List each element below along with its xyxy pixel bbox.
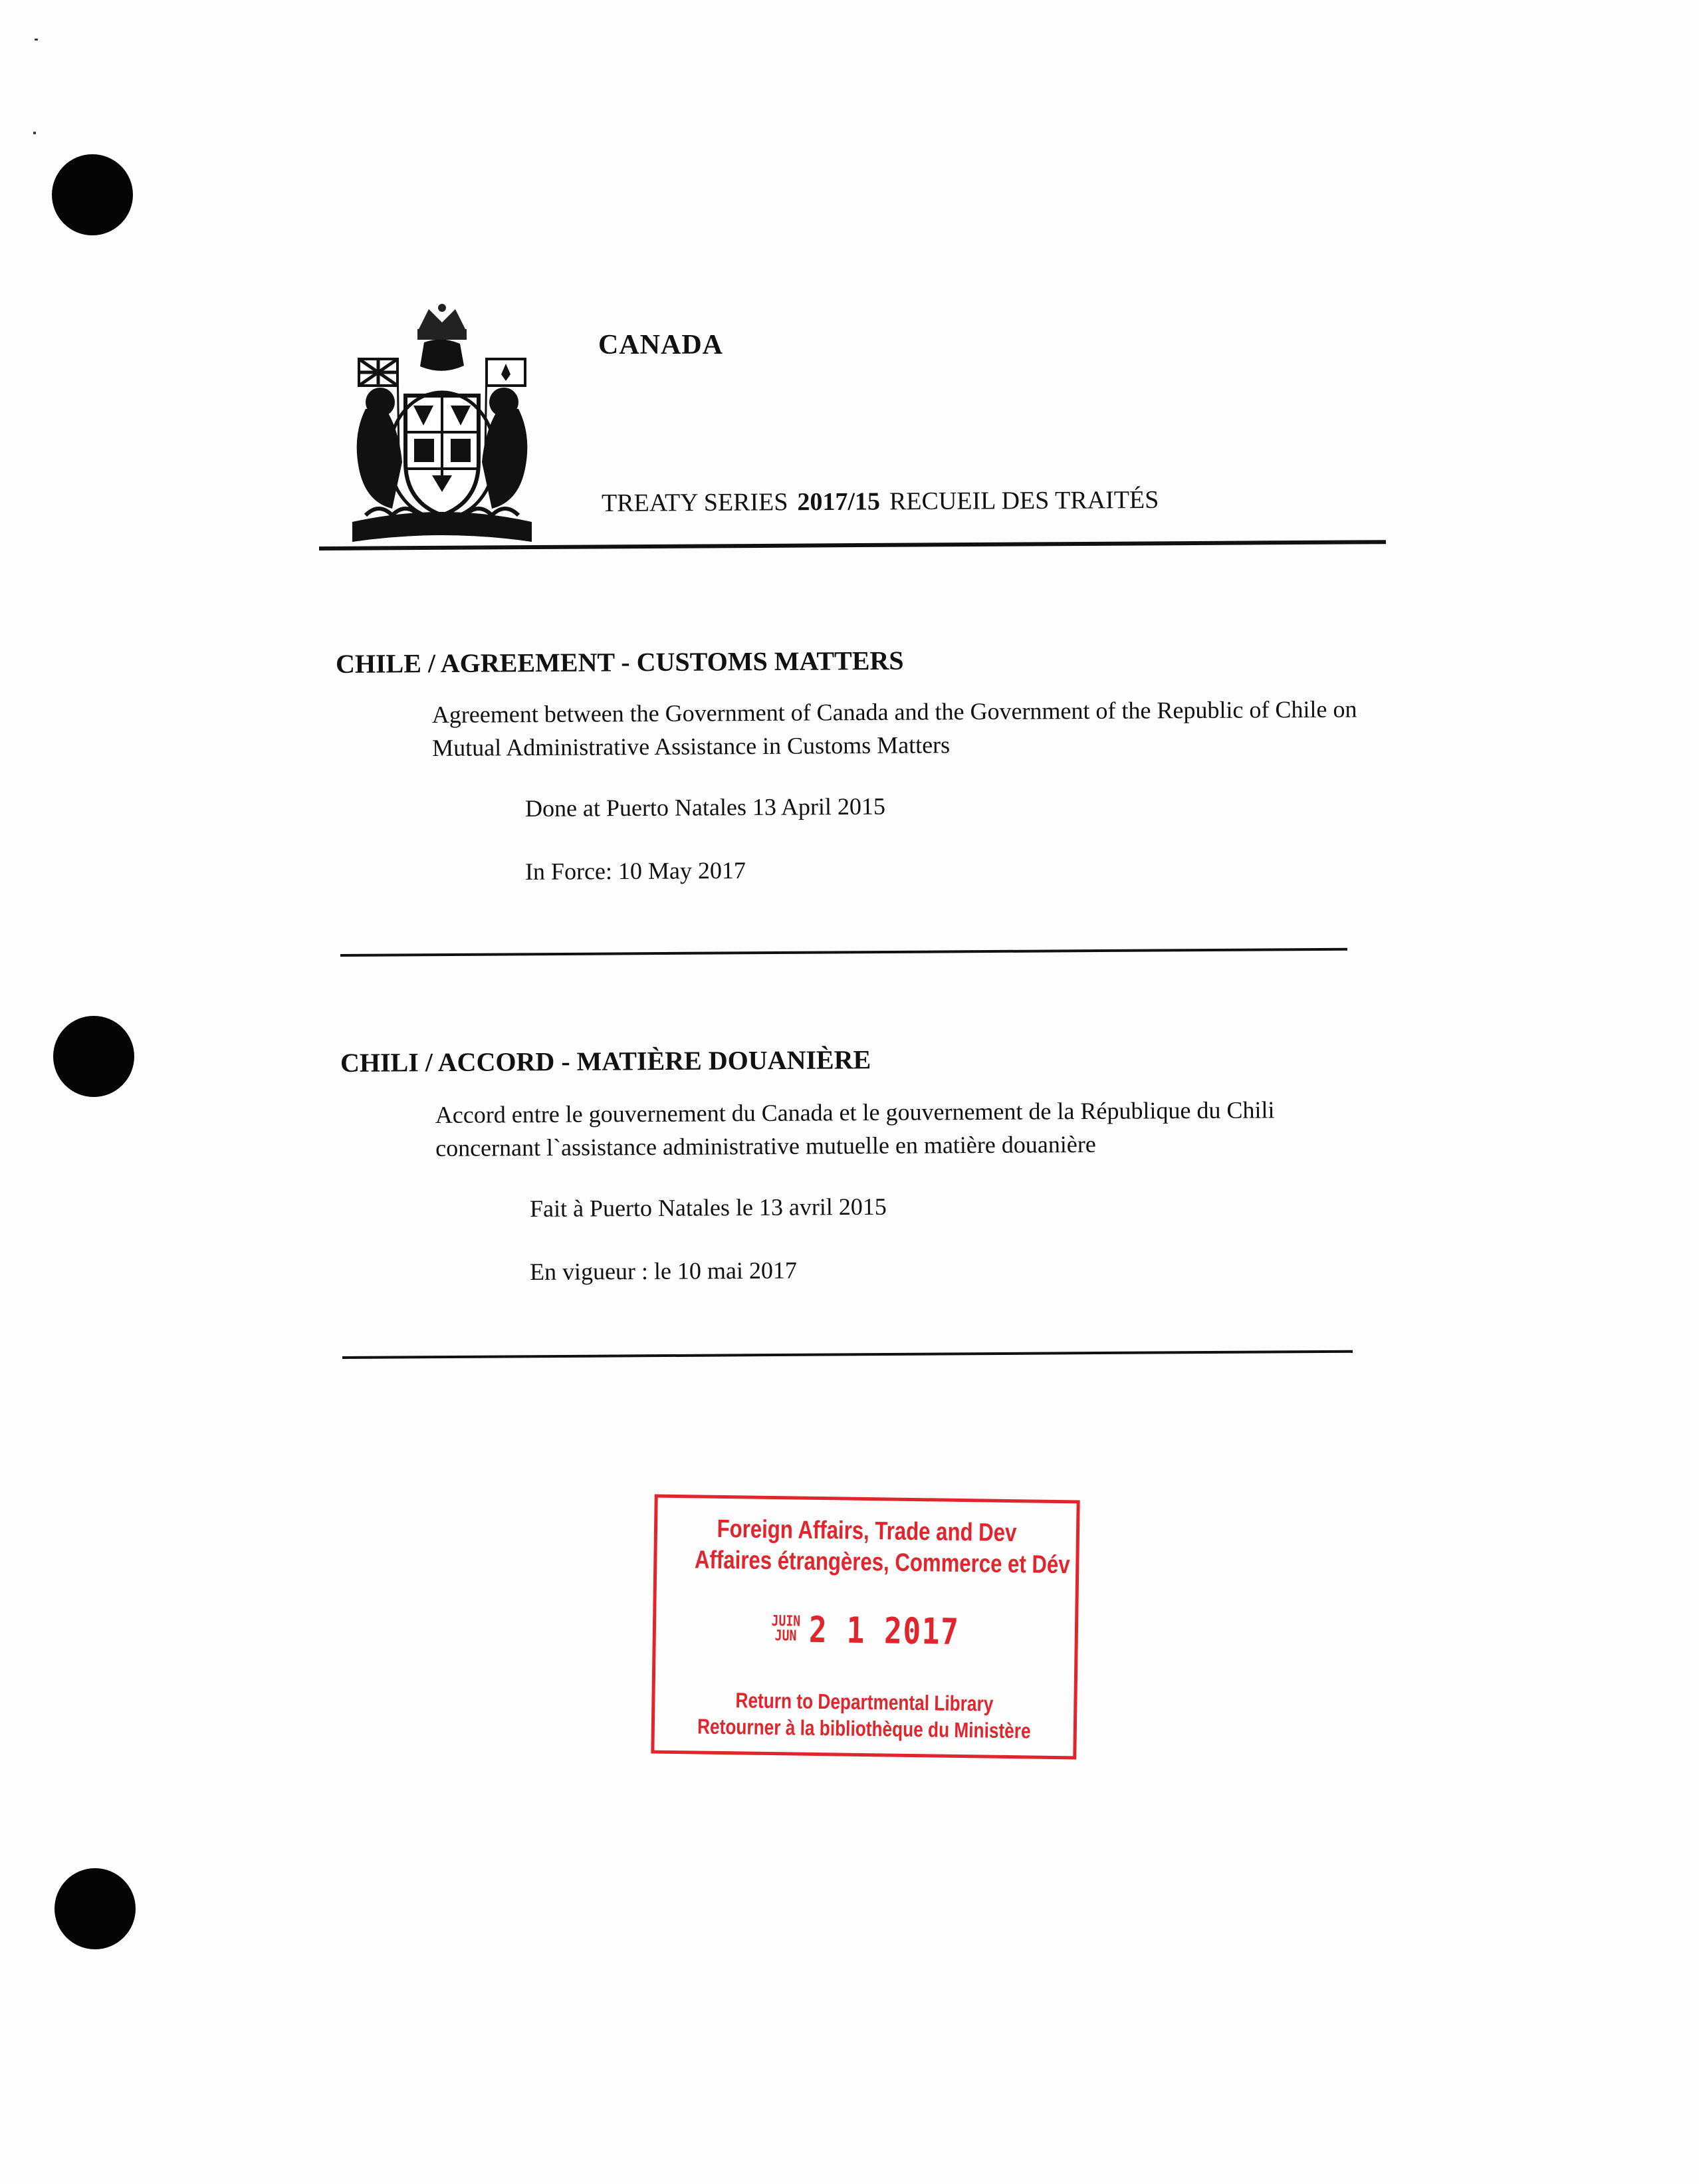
punch-hole [55,1868,136,1949]
series-label-en: TREATY SERIES [601,488,788,517]
stamp-department-fr: Affaires étrangères, Commerce et Dév [694,1546,1070,1580]
english-in-force-date: In Force: 10 May 2017 [524,856,746,885]
french-section-title: CHILI / ACCORD - MATIÈRE DOUANIÈRE [340,1044,871,1078]
stamp-months [771,1614,800,1644]
punch-hole [52,154,133,235]
english-section-title: CHILE / AGREEMENT - CUSTOMS MATTERS [335,645,904,679]
stamp-month-fr: JUIN [771,1613,801,1630]
treaty-series-line [602,485,1159,518]
stamp-day-year: 2 1 2017 [808,1608,960,1653]
english-done-date: Done at Puerto Natales 13 April 2015 [524,792,886,822]
stamp-date [693,1604,1037,1653]
scan-speck [33,132,36,134]
stamp-department-en: Foreign Affairs, Trade and Dev [717,1515,1017,1548]
stamp-month-en: JUN [774,1628,797,1645]
section-divider [340,948,1347,957]
coat-of-arms-icon [339,303,545,548]
stamp-return-en: Return to Departmental Library [735,1688,994,1716]
scan-speck [35,39,38,41]
series-number: 2017/15 [797,487,881,517]
french-description: Accord entre le gouvernement du Canada et le gouvernement de la République du Chili concernant l`assistance administrative mutuelle en matière douanière [435,1096,1275,1161]
english-description: Agreement between the Government of Canada and the Government of the Republic of Chile on Mutual Administrative Assistance in Customs Matters [431,695,1357,761]
stamp-return-fr: Retourner à la bibliothèque du Ministère [697,1714,1031,1743]
punch-hole [53,1016,134,1097]
section-divider [342,1350,1353,1359]
library-stamp [651,1495,1079,1760]
series-label-fr: RECUEIL DES TRAITÉS [889,485,1159,516]
french-in-force-date: En vigueur : le 10 mai 2017 [529,1257,798,1285]
country-heading: CANADA [598,330,723,360]
french-done-date: Fait à Puerto Natales le 13 avril 2015 [529,1193,887,1222]
